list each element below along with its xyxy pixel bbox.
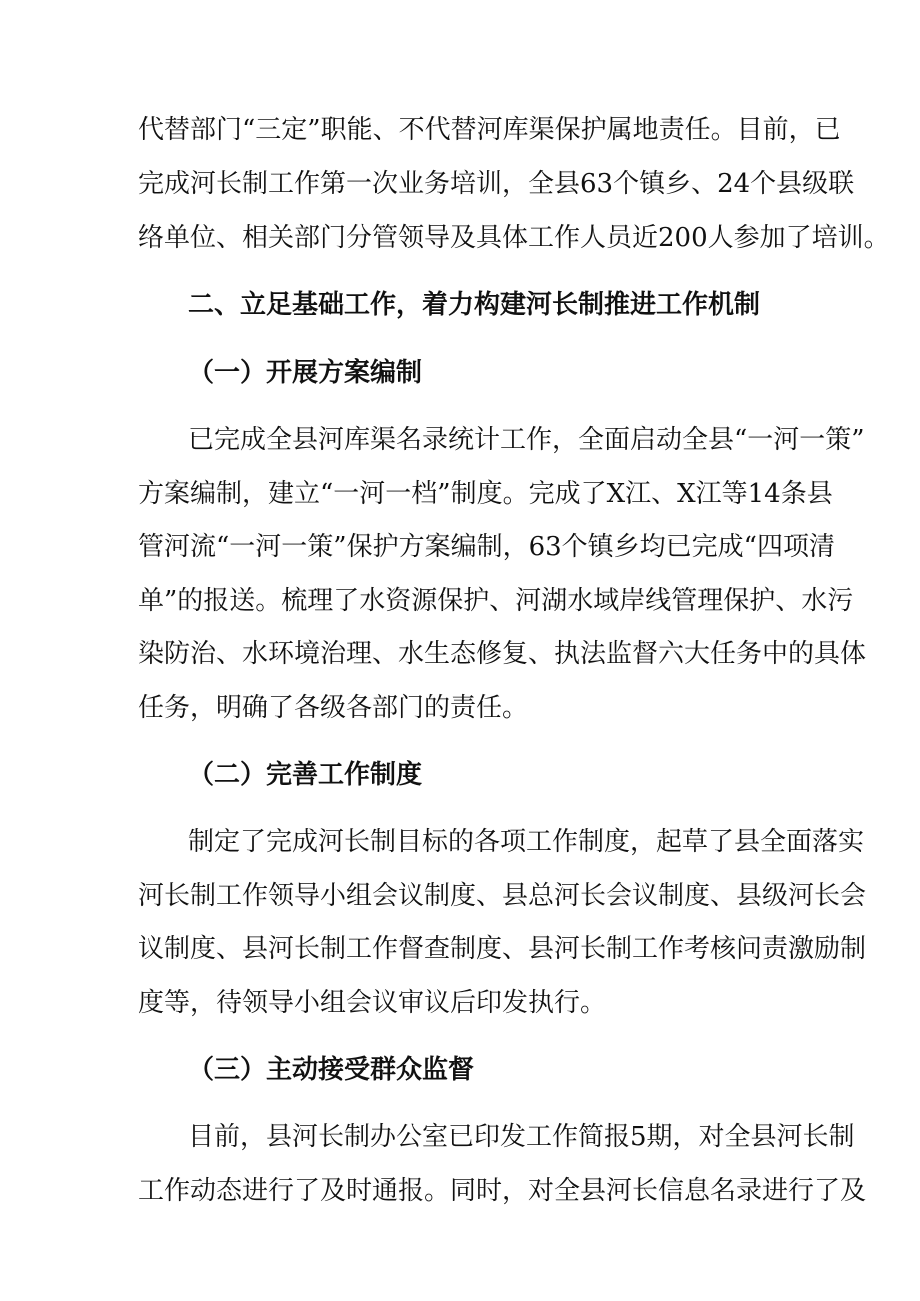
subsection-heading: （二）完善工作制度 [188,760,423,790]
paragraph-line: 管河流“一河一策”保护方案编制，63个镇乡均已完成“四项清 [138,532,835,562]
paragraph-line: 染防治、水环境治理、水生态修复、执法监督六大任务中的具体 [138,639,867,669]
subsection-heading: （一）开展方案编制 [188,358,423,388]
paragraph-line: 任务，明确了各级各部门的责任。 [138,693,529,723]
section-heading: 二、立足基础工作，着力构建河长制推进工作机制 [188,290,761,320]
paragraph-line: 度等，待领导小组会议审议后印发执行。 [138,988,607,1018]
subsection-heading: （三）主动接受群众监督 [188,1055,475,1085]
paragraph-line: 单”的报送。梳理了水资源保护、河湖水域岸线管理保护、水污 [138,586,854,616]
paragraph-line: 目前，县河长制办公室已印发工作简报5期，对全县河长制 [188,1122,855,1152]
paragraph-line: 完成河长制工作第一次业务培训，全县63个镇乡、24个县级联 [138,169,855,199]
paragraph-line: 方案编制，建立“一河一档”制度。完成了X江、X江等14条县 [138,479,833,509]
paragraph-line: 河长制工作领导小组会议制度、县总河长会议制度、县级河长会 [138,881,867,911]
paragraph-line: 制定了完成河长制目标的各项工作制度，起草了县全面落实 [188,827,865,857]
paragraph-line: 工作动态进行了及时通报。同时，对全县河长信息名录进行了及 [138,1176,867,1206]
paragraph-line: 代替部门“三定”职能、不代替河库渠保护属地责任。目前，已 [138,115,841,145]
paragraph-line: 议制度、县河长制工作督查制度、县河长制工作考核问责激励制 [138,934,867,964]
paragraph-line: 络单位、相关部门分管领导及具体工作人员近200人参加了培训。 [138,223,890,253]
paragraph-line: 已完成全县河库渠名录统计工作，全面启动全县“一河一策” [188,425,865,455]
